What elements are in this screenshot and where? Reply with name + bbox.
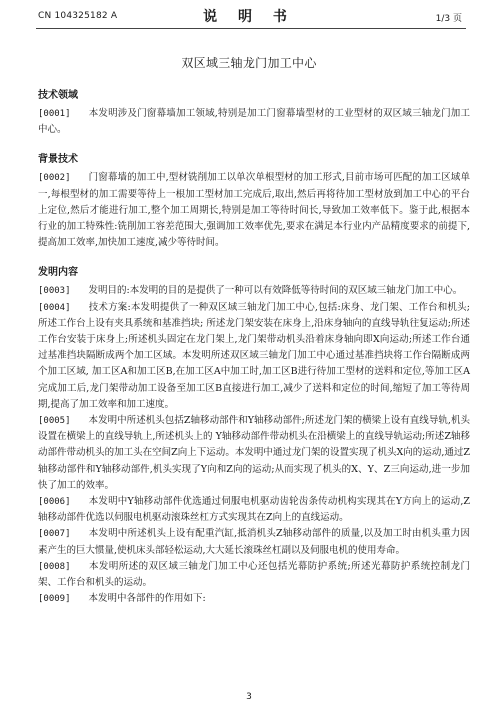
paragraph bbox=[38, 300, 470, 413]
document-title: 双区域三轴龙门加工中心 bbox=[181, 56, 317, 70]
document-body bbox=[38, 87, 470, 607]
paragraph-text: 本发明所述的双区域三轴龙门加工中心还包括光幕防护系统;所述光幕防护系统控制龙门架、工作台和机头的运动。 bbox=[38, 560, 470, 589]
paragraph-number: [0007] bbox=[38, 529, 71, 540]
paragraph bbox=[38, 283, 470, 299]
section-heading: 发明内容 bbox=[38, 267, 78, 279]
paragraph-text: 本发明中各部件的作用如下: bbox=[88, 593, 206, 605]
paragraph-number: [0003] bbox=[38, 286, 71, 297]
paragraph bbox=[38, 526, 470, 558]
paragraph-number: [0009] bbox=[38, 594, 71, 605]
page-number: 3 bbox=[246, 692, 252, 702]
header-rule bbox=[36, 28, 466, 29]
paragraph-number: [0002] bbox=[38, 173, 71, 184]
paragraph-number: [0006] bbox=[38, 497, 71, 508]
section-heading: 技术领域 bbox=[38, 90, 78, 101]
paragraph-text: 技术方案:本发明提供了一种双区域三轴龙门加工中心,包括:床身、龙门架、工作台和机头;所述工作台上设有夹具系统和基准挡块; 所述龙门架安装在床身上,沿床身轴向的直线导轨往复运动;所述工作台安装于床身上;所述机头固定在龙门架上,龙门架带动机头沿着床身轴向即X向运动;所述工作台通过基准挡块隔断成两个加工区域。本发明所述双区域三轴龙门加工中心通过基准挡块将工作台隔断成两个加工区域, 加工区A和加工区B,在加工区A中加工时,加工区B进行待加工型材的送料和定位,等加工区A完成加工后,龙门架带动加工设备至加工区B直接进行加工,减少了送料和定位的时间,缩短了加工等待周期,提高了加工效率和加工速度。 bbox=[38, 301, 470, 410]
publication-number: CN 104325182 A bbox=[38, 11, 118, 21]
paragraph-text: 发明目的:本发明的目的是提供了一种可以有效降低等待时间的双区域三轴龙门加工中心。 bbox=[88, 285, 463, 297]
paragraph-number: [0001] bbox=[38, 109, 71, 119]
paragraph-text: 本发明中Y轴移动部件优选通过伺服电机驱动齿轮齿条传动机构实现其在Y方向上的运动,Z轴移动部件优选以伺服电机驱动滚珠丝杠方式实现其在Z向上的直线运动。 bbox=[38, 496, 470, 524]
paragraph-number: [0005] bbox=[38, 416, 71, 427]
paragraph-text: 本发明中所述机头包括Z轴移动部件和Y轴移动部件;所述龙门架的横梁上设有直线导轨,机头设置在横梁上的直线导轨上,所述机头上的 Y轴移动部件带动机头在沿横梁上的直线导轨运动;所述Z轴移动部件带动机头的加工头在空间Z向上下运动。本发明中通过龙门架的设置实现了机头X向的运动,通过Z轴移动部件和Y轴移动部件,机头实现了Y向和Z向的运动;从而实现了机头的X、Y、Z三向运动,进一步加快了加工的效率。 bbox=[38, 415, 470, 491]
paragraph bbox=[38, 106, 470, 138]
paragraph bbox=[38, 170, 470, 251]
paragraph bbox=[38, 413, 470, 494]
page-indicator: 1/3 页 bbox=[435, 14, 462, 24]
page-header bbox=[0, 0, 498, 30]
paragraph bbox=[38, 559, 470, 591]
paragraph-text: 本发明涉及门窗幕墙加工领域,特别是加工门窗幕墙型材的工业型材的双区域三轴龙门加工中心。 bbox=[38, 108, 470, 136]
section-label: 说 明 书 bbox=[203, 9, 295, 25]
paragraph-text: 本发明中所述机头上设有配重汽缸,抵消机头Z轴移动部件的质量,以及加工时由机头重力因素产生的巨大惯量,使机床头部轻松运动,大大延长滚珠丝杠副以及伺服电机的使用寿命。 bbox=[38, 528, 470, 556]
paragraph-number: [0004] bbox=[38, 302, 71, 313]
paragraph bbox=[38, 494, 470, 526]
paragraph-text: 门窗幕墙的加工中,型材铣削加工以单次单根型材的加工形式,目前市场可匹配的加工区域单一,每根型材的加工需要等待上一根加工型材加工完成后,取出,然后再将待加工型材放到加工中心的平台上定位,然后才能进行加工,整个加工周期长,特别是加工等待时间长,导致加工效率低下。鉴于此,根据本行业的加工特殊性:铣削加工容差范围大,强调加工效率优先,要求在满足本行业内产品精度要求的前提下,提高加工效率,加快加工速度,减少等待时间。 bbox=[38, 172, 470, 249]
section-heading: 背景技术 bbox=[38, 154, 78, 166]
paragraph-number: [0008] bbox=[38, 561, 71, 572]
paragraph bbox=[38, 591, 470, 607]
